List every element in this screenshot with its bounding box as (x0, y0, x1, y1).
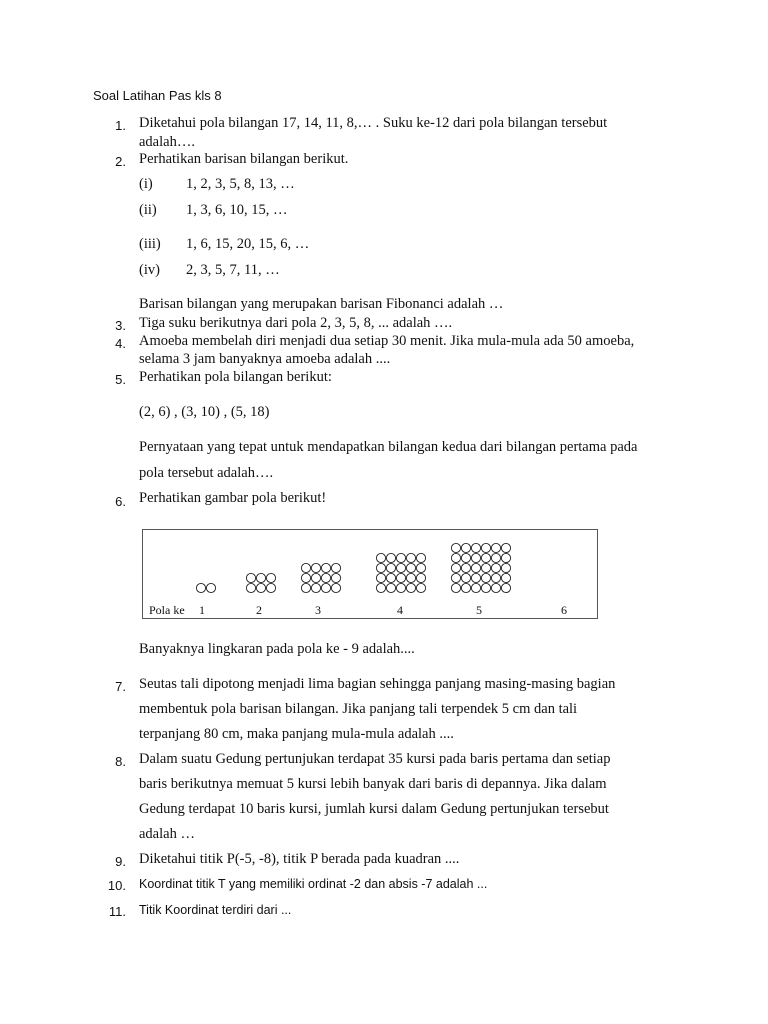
pattern-number: 4 (397, 603, 403, 617)
pattern-circle (471, 543, 480, 552)
question-number: 5. (115, 372, 126, 387)
pattern-circle (301, 583, 310, 592)
pattern-circle (311, 563, 320, 572)
pattern-circle (416, 573, 425, 582)
option-label: (i) (139, 176, 153, 192)
pattern-circle (481, 553, 490, 562)
pattern-circle (321, 563, 330, 572)
pattern-circle (321, 573, 330, 582)
option-value: 1, 2, 3, 5, 8, 13, … (186, 176, 295, 192)
pattern-circle (196, 583, 205, 592)
pattern-circle (461, 553, 470, 562)
pattern-circle (331, 573, 340, 582)
question-number: 10. (107, 878, 126, 893)
pattern-axis-label: Pola ke (149, 603, 185, 617)
pattern-circle (451, 573, 460, 582)
question-text: Perhatikan pola bilangan berikut: (139, 369, 332, 385)
pattern-circle (376, 563, 385, 572)
pattern-circle (321, 583, 330, 592)
pattern-circle (331, 583, 340, 592)
question-number: 11. (108, 904, 126, 919)
pattern-circle (301, 573, 310, 582)
pattern-circle (246, 583, 255, 592)
pattern-number: 6 (561, 603, 567, 617)
question-text: selama 3 jam banyaknya amoeba adalah .... (139, 351, 391, 367)
pattern-circle (451, 583, 460, 592)
pattern-circle (451, 563, 460, 572)
question-text: pola tersebut adalah…. (139, 465, 274, 481)
question-number: 6. (115, 494, 126, 509)
pattern-circle (256, 573, 265, 582)
question-number: 7. (115, 679, 126, 694)
option-value: 2, 3, 5, 7, 11, … (186, 262, 280, 278)
question-number: 8. (115, 754, 126, 769)
pattern-circle (406, 553, 415, 562)
pattern-circle (416, 583, 425, 592)
question-number: 1. (115, 118, 126, 133)
pattern-circle (451, 543, 460, 552)
pattern-circle (461, 583, 470, 592)
question-text: Pernyataan yang tepat untuk mendapatkan bilangan kedua dari bilangan pertama pada (139, 439, 638, 455)
question-text: adalah…. (139, 134, 195, 150)
pattern-circle (266, 573, 275, 582)
pattern-circle (491, 583, 500, 592)
pattern-circle (406, 563, 415, 572)
pattern-circle (206, 583, 215, 592)
question-text: Koordinat titik T yang memiliki ordinat -2 dan absis -7 adalah ... (139, 877, 488, 891)
pattern-circle (331, 563, 340, 572)
pattern-number: 3 (315, 603, 321, 617)
pattern-circle (416, 563, 425, 572)
pattern-circle (481, 563, 490, 572)
question-text: Gedung terdapat 10 baris kursi, jumlah kursi dalam Gedung pertunjukan tersebut (139, 801, 609, 817)
question-text: adalah … (139, 826, 195, 842)
pattern-circle (396, 583, 405, 592)
pattern-circle (481, 543, 490, 552)
pattern-circle (301, 563, 310, 572)
question-text: Perhatikan gambar pola berikut! (139, 490, 327, 506)
pattern-circle (451, 553, 460, 562)
option-value: 1, 3, 6, 10, 15, … (186, 202, 288, 218)
question-text: baris berikutnya memuat 5 kursi lebih banyak dari baris di depannya. Jika dalam (139, 776, 607, 792)
pattern-circle (501, 573, 510, 582)
pattern-circle (461, 543, 470, 552)
pattern-circle (461, 573, 470, 582)
pattern-number: 2 (256, 603, 262, 617)
pattern-circle (266, 583, 275, 592)
pattern-circle (376, 583, 385, 592)
circle-pattern-drawing (143, 530, 599, 620)
pattern-circle (386, 573, 395, 582)
page-title: Soal Latihan Pas kls 8 (93, 88, 222, 103)
question-number: 9. (115, 854, 126, 869)
pattern-circle (491, 573, 500, 582)
pattern-circle (501, 583, 510, 592)
pattern-circle (376, 573, 385, 582)
option-label: (ii) (139, 202, 157, 218)
question-text: Amoeba membelah diri menjadi dua setiap 30 menit. Jika mula-mula ada 50 amoeba, (139, 333, 635, 349)
question-number: 3. (115, 318, 126, 333)
pattern-circle (471, 583, 480, 592)
pattern-circle (396, 553, 405, 562)
question-text: Barisan bilangan yang merupakan barisan Fibonanci adalah … (139, 296, 504, 312)
pattern-circle (406, 583, 415, 592)
pattern-circle (491, 563, 500, 572)
question-text: Tiga suku berikutnya dari pola 2, 3, 5, 8, ... adalah …. (139, 315, 453, 331)
pattern-circle (471, 563, 480, 572)
question-number: 4. (115, 336, 126, 351)
pattern-circle (396, 563, 405, 572)
question-text: Seutas tali dipotong menjadi lima bagian sehingga panjang masing-masing bagian (139, 676, 616, 692)
pattern-circle (311, 583, 320, 592)
pattern-circle (256, 583, 265, 592)
pattern-circle (406, 573, 415, 582)
question-text: Diketahui titik P(-5, -8), titik P berada pada kuadran .... (139, 851, 460, 867)
pattern-number: 1 (199, 603, 205, 617)
question-text: membentuk pola barisan bilangan. Jika panjang tali terpendek 5 cm dan tali (139, 701, 578, 717)
pattern-circle (386, 563, 395, 572)
question-text: Perhatikan barisan bilangan berikut. (139, 151, 349, 167)
question-text: Dalam suatu Gedung pertunjukan terdapat 35 kursi pada baris pertama dan setiap (139, 751, 611, 767)
pattern-circle (501, 553, 510, 562)
pattern-circle (471, 573, 480, 582)
number-pairs: (2, 6) , (3, 10) , (5, 18) (139, 404, 270, 420)
question-text: Banyaknya lingkaran pada pola ke - 9 adalah.... (139, 641, 415, 657)
pattern-circle (501, 543, 510, 552)
option-label: (iv) (139, 262, 160, 278)
pattern-number: 5 (476, 603, 482, 617)
circle-pattern-figure (142, 529, 598, 619)
pattern-circle (491, 553, 500, 562)
pattern-circle (376, 553, 385, 562)
question-text: terpanjang 80 cm, maka panjang mula-mula adalah .... (139, 726, 454, 742)
pattern-circle (481, 573, 490, 582)
pattern-circle (246, 573, 255, 582)
option-label: (iii) (139, 236, 161, 252)
pattern-circle (416, 553, 425, 562)
pattern-circle (386, 583, 395, 592)
question-text: Diketahui pola bilangan 17, 14, 11, 8,… . Suku ke-12 dari pola bilangan tersebut (139, 115, 608, 131)
question-number: 2. (115, 154, 126, 169)
pattern-circle (471, 553, 480, 562)
pattern-circle (501, 563, 510, 572)
question-text: Titik Koordinat terdiri dari ... (139, 903, 292, 917)
pattern-circle (396, 573, 405, 582)
pattern-circle (311, 573, 320, 582)
pattern-circle (481, 583, 490, 592)
option-value: 1, 6, 15, 20, 15, 6, … (186, 236, 310, 252)
pattern-circle (386, 553, 395, 562)
pattern-circle (491, 543, 500, 552)
pattern-circle (461, 563, 470, 572)
